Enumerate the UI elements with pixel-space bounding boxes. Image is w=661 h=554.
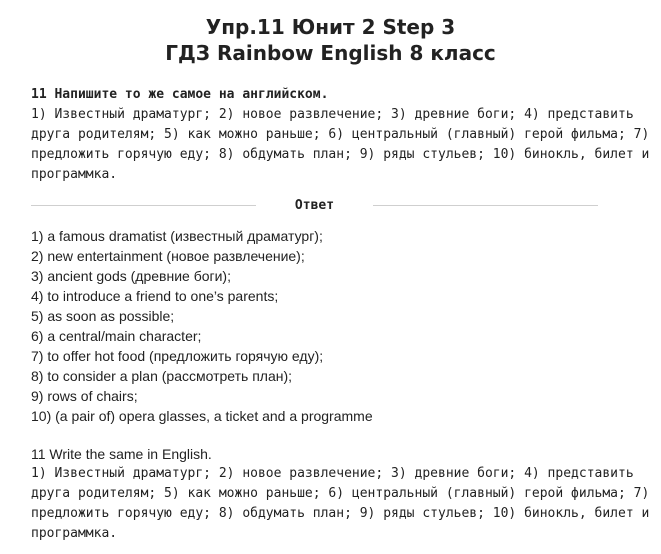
answer-item: 10) (a pair of) opera glasses, a ticket and a programme — [31, 408, 373, 424]
translation-text-line: программка. — [31, 526, 118, 541]
task-heading: 11 Напишите то же самое на английском. — [31, 87, 329, 102]
task-text — [31, 105, 650, 185]
answer-list — [31, 226, 373, 426]
task-text-line: друга родителям; 5) как можно раньше; 6) центральный (главный) герой фильма; 7) — [31, 127, 650, 142]
answer-label: Ответ — [294, 198, 335, 213]
answer-item: 1) a famous dramatist (известный драматург); — [31, 228, 323, 244]
divider-rule-right — [373, 205, 598, 206]
answer-item: 4) to introduce a friend to one’s parents; — [31, 288, 279, 304]
answer-item: 6) a central/main character; — [31, 328, 202, 344]
divider-rule-left — [31, 205, 256, 206]
answer-item: 8) to consider a plan (рассмотреть план); — [31, 368, 293, 384]
task-text-line: 1) Известный драматург; 2) новое развлечение; 3) древние боги; 4) представить — [31, 107, 634, 122]
translation-text — [31, 464, 650, 544]
translation-heading: 11 Write the same in English. — [31, 446, 212, 462]
translation-text-line: 1) Известный драматург; 2) новое развлечение; 3) древние боги; 4) представить — [31, 466, 634, 481]
task-text-line: программка. — [31, 167, 118, 182]
answer-divider — [31, 196, 598, 216]
page-subtitle: ГДЗ Rainbow English 8 класс — [165, 41, 496, 65]
answer-item: 3) ancient gods (древние боги); — [31, 268, 231, 284]
translation-text-line: друга родителям; 5) как можно раньше; 6) центральный (главный) герой фильма; 7) — [31, 486, 650, 501]
answer-item: 2) new entertainment (новое развлечение); — [31, 248, 305, 264]
page-title: Упр.11 Юнит 2 Step 3 — [205, 15, 456, 39]
answer-item: 9) rows of chairs; — [31, 388, 138, 404]
answer-item: 5) as soon as possible; — [31, 308, 175, 324]
task-text-line: предложить горячую еду; 8) обдумать план; 9) ряды стульев; 10) бинокль, билет и — [31, 147, 650, 162]
translation-text-line: предложить горячую еду; 8) обдумать план; 9) ряды стульев; 10) бинокль, билет и — [31, 506, 650, 521]
answer-item: 7) to offer hot food (предложить горячую еду); — [31, 348, 324, 364]
